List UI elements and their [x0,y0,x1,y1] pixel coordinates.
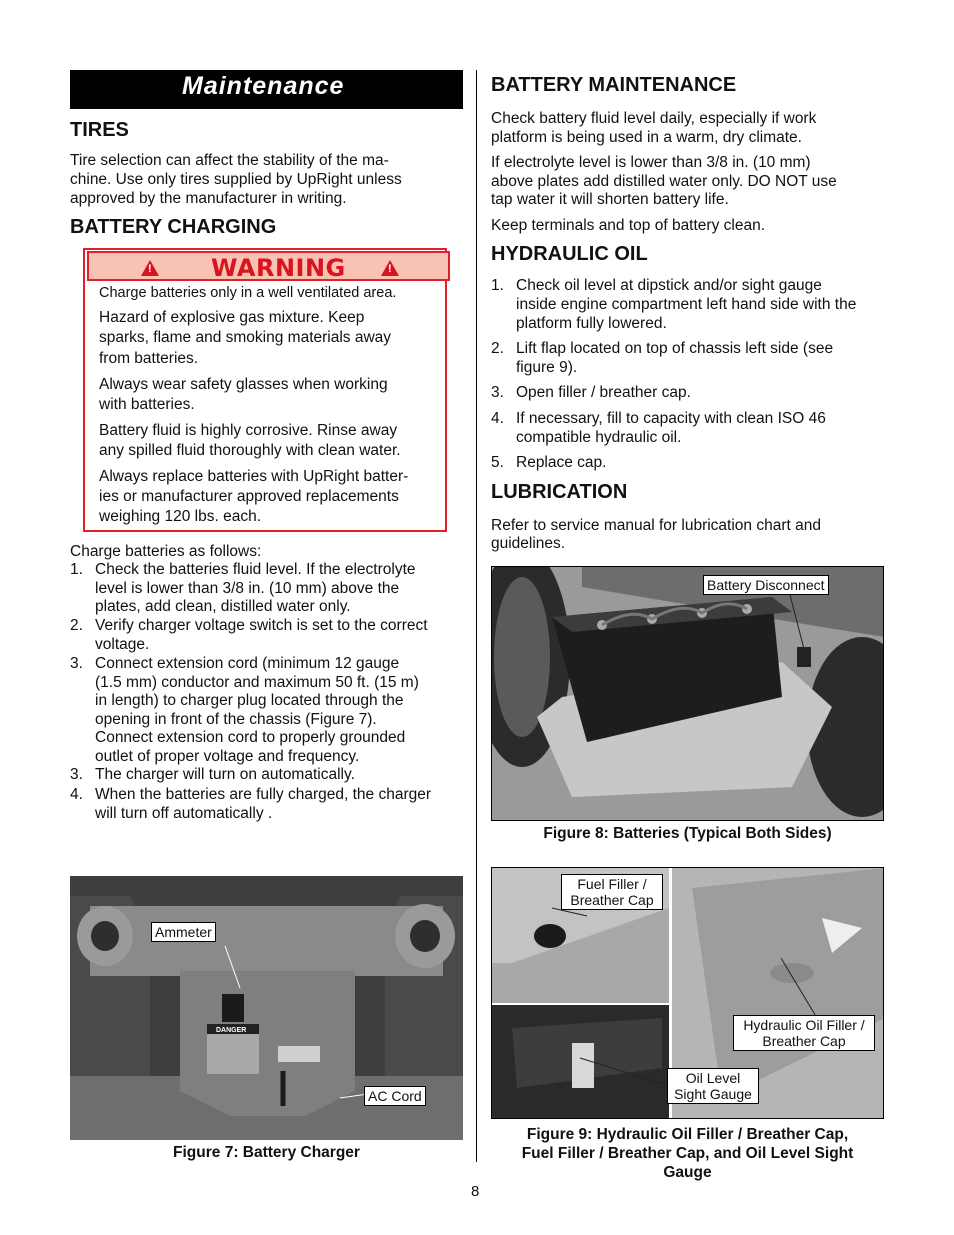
warning-text-5a: Always replace batteries with UpRight batter- [99,468,409,485]
step-line: plates, add clean, distilled water only. [95,598,351,615]
step-number: 1. [491,277,504,294]
step-number: 3. [70,655,83,672]
oil-level-label-line1: Oil Level [685,1070,741,1086]
ac-cord-label: AC Cord [364,1086,426,1106]
column-divider [476,70,477,1162]
figure9-caption-line2: Fuel Filler / Breather Cap, and Oil Level Sight [521,1145,854,1162]
battery-maintenance-heading: BATTERY MAINTENANCE [491,74,737,96]
bm-p2-line1: If electrolyte level is lower than 3/8 in. (10 mm) [491,154,811,171]
warning-text-4b: any spilled fluid thoroughly with clean water. [99,442,401,459]
bm-p3: Keep terminals and top of battery clean. [491,217,765,234]
bm-p2-line3: tap water it will shorten battery life. [491,191,729,208]
step-line: Check oil level at dipstick and/or sight gauge [516,277,822,294]
lubrication-line2: guidelines. [491,535,566,552]
step-line: When the batteries are fully charged, the charger [95,786,432,803]
step-line: If necessary, fill to capacity with clean ISO 46 [516,410,826,427]
oil-level-label [667,1068,759,1104]
fuel-filler-label-line1: Fuel Filler / [577,876,647,892]
tires-line-1: Tire selection can affect the stability of the ma- [70,152,389,169]
step-line: opening in front of the chassis (Figure 7). [95,710,377,728]
warning-text-5c: weighing 120 lbs. each. [99,508,262,525]
warning-triangle-icon: ! [141,260,159,276]
step-line: in length) to charger plug located through the [95,692,404,709]
charge-intro: Charge batteries as follows: [70,543,262,560]
figure9-caption [491,1125,884,1182]
step-number: 4. [70,786,83,803]
warning-text-4a: Battery fluid is highly corrosive. Rinse away [99,422,398,439]
step-number: 2. [70,617,83,634]
step-number: 4. [491,410,504,427]
step-number: 5. [491,454,504,471]
charge-step [70,561,460,621]
warning-label: WARNING [211,254,346,282]
warning-triangle-icon: ! [381,260,399,276]
warning-text-2a: Hazard of explosive gas mixture. Keep [99,309,365,326]
step-line: inside engine compartment left hand side with the [516,296,857,313]
step-number: 1. [70,561,83,578]
lubrication-line1: Refer to service manual for lubrication chart and [491,517,821,534]
fuel-filler-label-line2: Breather Cap [570,892,654,908]
step-line: Lift flap located on top of chassis left side (see [516,340,834,357]
step-line: Verify charger voltage switch is set to the correct [95,617,428,634]
step-line: voltage. [95,635,150,653]
warning-text-5b: ies or manufacturer approved replacements [99,488,399,505]
step-line: level is lower than 3/8 in. (10 mm) above the [95,579,400,597]
hydraulic-filler-label-line2: Breather Cap [762,1033,846,1049]
figure9-caption-line1: Figure 9: Hydraulic Oil Filler / Breather Cap, [526,1126,849,1143]
step-line: Open filler / breather cap. [516,384,691,401]
tires-heading: TIRES [70,119,129,141]
step-line: Connect extension cord (minimum 12 gauge [95,655,400,672]
step-line: compatible hydraulic oil. [516,429,682,446]
warning-text-3a: Always wear safety glasses when working [99,376,388,393]
hydraulic-filler-label-line1: Hydraulic Oil Filler / [743,1017,865,1033]
step-number: 3. [491,384,504,401]
figure9-caption-line3: Gauge [663,1164,712,1181]
warning-text-2c: from batteries. [99,350,199,367]
danger-decal: DANGER [216,1027,247,1034]
bm-p2-line2: above plates add distilled water only. DO NOT use [491,173,837,190]
hydraulic-oil-heading: HYDRAULIC OIL [491,243,648,265]
step-line: outlet of proper voltage and frequency. [95,747,360,765]
batteries-illustration [492,567,884,821]
figure9-photo [491,867,884,1119]
step-number: 2. [491,340,504,357]
tires-line-2: chine. Use only tires supplied by UpRight unless [70,171,402,188]
page-number: 8 [471,1183,480,1200]
step-line: Connect extension cord to properly grounded [95,729,406,746]
hydraulic-filler-label [733,1015,875,1051]
step-number: 3. [70,766,83,783]
battery-disconnect-label: Battery Disconnect [703,575,829,595]
warning-header [87,251,450,281]
figure8-caption: Figure 8: Batteries (Typical Both Sides) [543,825,832,842]
warning-box [83,248,447,532]
section-banner: Maintenance [70,70,463,109]
step-line: Replace cap. [516,454,607,471]
step-line: platform fully lowered. [516,315,667,332]
warning-text-2b: sparks, flame and smoking materials away [99,329,392,346]
warning-text-3b: with batteries. [99,396,195,413]
step-line: Check the batteries fluid level. If the electrolyte [95,561,416,578]
bm-p1-line2: platform is being used in a warm, dry climate. [491,129,802,146]
ammeter-label: Ammeter [151,922,216,942]
battery-charging-heading: BATTERY CHARGING [70,216,277,238]
lubrication-heading: LUBRICATION [491,481,628,503]
figure7-caption: Figure 7: Battery Charger [173,1144,360,1161]
warning-text-1: Charge batteries only in a well ventilated area. [99,285,397,301]
figure8-photo [491,566,884,821]
step-line: The charger will turn on automatically. [95,766,355,783]
tires-line-3: approved by the manufacturer in writing. [70,190,347,207]
step-line: will turn off automatically . [95,804,273,822]
step-line: (1.5 mm) conductor and maximum 50 ft. (15 m) [95,673,419,691]
oil-level-label-line2: Sight Gauge [674,1086,752,1102]
bm-p1-line1: Check battery fluid level daily, especially if work [491,110,817,127]
fuel-filler-label [561,874,663,910]
figure7-photo [70,876,463,1140]
step-line: figure 9). [516,359,578,376]
